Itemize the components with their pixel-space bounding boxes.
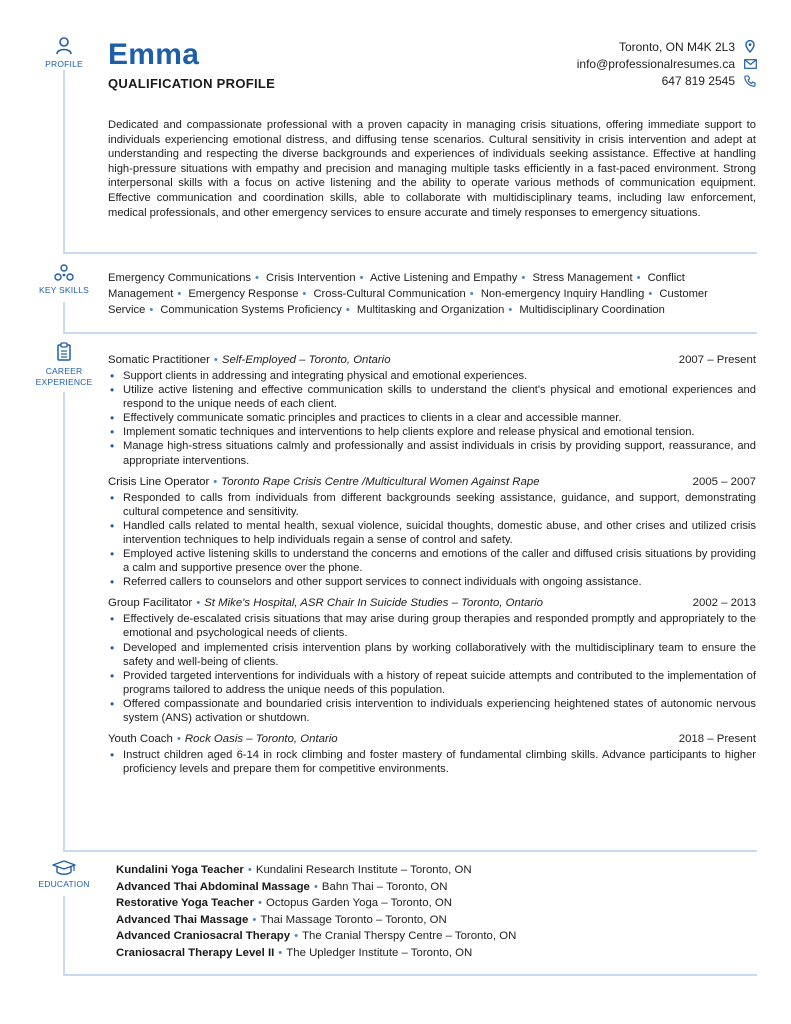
list-item: • Support clients in addressing and integrating physical and emotional experiences. xyxy=(108,369,756,383)
job-header xyxy=(108,595,756,611)
skill-item: Multitasking and Organization xyxy=(356,304,505,316)
graduation-cap-icon xyxy=(52,860,76,876)
education-separator: • xyxy=(247,864,252,876)
rule-profile xyxy=(63,252,757,254)
list-item: • Implement somatic techniques and interventions to help clients explore and release physical and emotional tension. xyxy=(108,425,756,439)
contact-address xyxy=(577,38,757,55)
skill-separator: • xyxy=(469,288,474,300)
job-separator: • xyxy=(196,597,201,610)
job-separator: • xyxy=(213,354,218,366)
list-item: • Provided targeted interventions for individuals with a history of repeat suicide attempts and contributed to the implementation of programs tailored to address the unique needs of this population. xyxy=(108,669,756,697)
job-title: Crisis Line Operator xyxy=(108,475,210,488)
education-item xyxy=(116,879,756,896)
job-title: Group Facilitator xyxy=(108,597,193,610)
section-label-career: CAREER EXPERIENCE xyxy=(35,366,93,387)
list-item: • Referred callers to counselors and other support services to connect individuals with ongoing assistance. xyxy=(108,575,756,589)
network-icon xyxy=(54,264,74,282)
skill-separator: • xyxy=(636,272,641,284)
skill-separator: • xyxy=(302,288,307,300)
education-separator: • xyxy=(252,913,257,926)
education-school: Kundalini Research Institute – Toronto, ON xyxy=(255,864,472,876)
education-separator: • xyxy=(294,930,299,943)
address-text: Toronto, ON M4K 2L3 xyxy=(618,39,735,54)
list-item: • Handled calls related to mental health, sexual violence, suicidal thoughts, domestic abuse, and other crises and utilized crisis intervention techniques to help individuals regain a sense of control and safety. xyxy=(108,519,756,547)
job-bullets xyxy=(108,748,756,776)
job-organization: Self-Employed – Toronto, Ontario xyxy=(221,354,391,366)
education-item xyxy=(116,945,756,962)
job-dates: 2007 – Present xyxy=(678,354,756,366)
list-item: • Developed and implemented crisis intervention plans by working collaboratively with the multidisciplinary team to ensure the safety and well-being of clients. xyxy=(108,641,756,669)
skill-item: Communication Systems Proficiency xyxy=(160,304,342,316)
skill-item: Conflict Management xyxy=(108,272,685,300)
education-school: The Cranial Therspy Centre – Toronto, ON xyxy=(302,930,517,943)
rail-education xyxy=(63,896,65,976)
contact-block xyxy=(577,38,757,89)
education-degree: Advanced Craniosacral Therapy xyxy=(116,930,291,943)
education-separator: • xyxy=(313,880,318,893)
skill-item: Customer Service xyxy=(108,288,708,316)
job-header xyxy=(108,352,756,368)
list-item: • Offered compassionate and boundaried crisis intervention to individuals experiencing heightened states of autonomic nervous system (ANS) activation or shutdown. xyxy=(108,697,756,725)
section-career xyxy=(24,342,104,388)
education-item xyxy=(116,895,756,912)
job-separator: • xyxy=(213,475,218,488)
key-skills-list xyxy=(108,270,758,318)
education-degree: Advanced Thai Abdominal Massage xyxy=(116,880,310,893)
education-item xyxy=(116,862,756,879)
skill-item: Crisis Intervention xyxy=(266,272,356,284)
contact-email[interactable] xyxy=(577,55,757,72)
candidate-name: Emma xyxy=(108,38,200,71)
list-item: • Manage high-stress situations calmly and professionally and assist individuals in crisis by providing support, reassurance, and appropriate interventions. xyxy=(108,439,756,467)
skill-separator: • xyxy=(255,272,259,284)
list-item: • Responded to calls from individuals from different backgrounds seeking assistance, guidance, and support, demonstrating cultural competence and sensitivity. xyxy=(108,491,756,519)
rail-profile xyxy=(63,70,65,254)
job-header xyxy=(108,474,756,490)
rule-career xyxy=(63,850,757,852)
section-label-profile: PROFILE xyxy=(45,59,83,69)
rail-career xyxy=(63,392,65,852)
job-bullets xyxy=(108,491,756,590)
job-bullets xyxy=(108,369,756,468)
job-dates: 2002 – 2013 xyxy=(692,597,756,610)
clipboard-icon xyxy=(56,342,72,362)
education-school: Octopus Garden Yoga – Toronto, ON xyxy=(266,897,452,910)
job-dates: 2018 – Present xyxy=(678,733,756,746)
education-school: Thai Massage Toronto – Toronto, ON xyxy=(260,913,447,926)
list-item: • Employed active listening skills to understand the concerns and emotions of the caller and diffused crisis situations by providing a calm and supportive presence over the phone. xyxy=(108,547,756,575)
phone-text: 647 819 2545 xyxy=(661,73,735,88)
job-organization: Toronto Rape Crisis Centre /Multicultural Women Against Rape xyxy=(221,475,540,488)
skill-item: Cross-Cultural Communication xyxy=(313,288,466,300)
person-icon xyxy=(55,36,73,56)
education-school: The Upledger Institute – Toronto, ON xyxy=(286,946,473,959)
section-profile xyxy=(24,36,104,70)
list-item: • Effectively de-escalated crisis situations that may arise during group therapies and responded promptly and appropriately to the emotional and psychological needs of clients. xyxy=(108,612,756,640)
section-skills xyxy=(24,264,104,296)
education-item xyxy=(116,912,756,929)
education-degree: Craniosacral Therapy Level II xyxy=(116,946,275,959)
education-degree: Advanced Thai Massage xyxy=(116,913,249,926)
education-school: Bahn Thai – Toronto, ON xyxy=(321,880,448,893)
skill-separator: • xyxy=(149,304,154,316)
job-title: Somatic Practitioner xyxy=(108,354,210,366)
skill-separator: • xyxy=(521,272,526,284)
skill-separator: • xyxy=(648,288,653,300)
section-label-education: EDUCATION xyxy=(38,879,90,889)
job-title-line xyxy=(108,352,391,368)
rule-skills xyxy=(63,332,757,334)
location-pin-icon xyxy=(745,40,755,53)
education-item xyxy=(116,928,756,945)
education-list xyxy=(116,862,756,962)
job-organization: Rock Oasis – Toronto, Ontario xyxy=(184,733,338,746)
job-organization: St Mike's Hospital, ASR Chair In Suicide Studies – Toronto, Ontario xyxy=(204,597,543,610)
skill-item: Active Listening and Empathy xyxy=(370,272,518,284)
list-item: • Effectively communicate somatic principles and practices to clients in a clear and accessible manner. xyxy=(108,411,756,425)
job-title: Youth Coach xyxy=(108,733,173,746)
job-title-line xyxy=(108,474,540,490)
profile-summary: Dedicated and compassionate professional with a proven capacity in managing crisis situations, offering immediate support to individuals experiencing emotional distress, and diffusing tense scenarios. Cultural sensitivity in crisis intervention and adept at understanding and respecting the diverse backgrounds and experiences of individuals seeking assistance. Effective at handling high-pressure situations with empathy and precision and managing multiple tasks efficiently in a fast-paced environment. Strong interpersonal skills with a focus on active listening and the ability to operate various methods of communication equipment. Effective communication and coordination skills, able to collaborate with multidisciplinary teams, including law enforcement, medical professionals, and other emergency services to ensure accurate and timely responses to emergency situations. xyxy=(108,119,756,219)
job-entry xyxy=(108,731,756,776)
rail-skills xyxy=(63,302,65,334)
section-label-skills: KEY SKILLS xyxy=(38,285,90,295)
job-entry xyxy=(108,352,756,468)
skill-item: Stress Management xyxy=(532,272,633,284)
education-separator: • xyxy=(258,897,263,910)
job-separator: • xyxy=(176,733,181,746)
email-link[interactable]: info@professionalresumes.ca xyxy=(576,56,735,71)
skill-item: Multidisciplinary Coordination xyxy=(519,304,665,316)
contact-phone xyxy=(577,72,757,89)
skill-separator: • xyxy=(508,304,513,316)
list-item: • Utilize active listening and effective communication skills to understand the client's physical and emotional experiences and respond to the unique needs of each client. xyxy=(108,383,756,411)
education-degree: Kundalini Yoga Teacher xyxy=(116,864,244,876)
section-education xyxy=(24,860,104,890)
education-degree: Restorative Yoga Teacher xyxy=(116,897,255,910)
envelope-icon xyxy=(744,59,757,69)
skill-separator: • xyxy=(345,304,350,316)
list-item: • Instruct children aged 6-14 in rock climbing and foster mastery of fundamental climbing skills. Advance participants to higher proficiency levels and prepare them for competitive environments. xyxy=(108,748,756,776)
page-title: QUALIFICATION PROFILE xyxy=(108,76,276,91)
education-separator: • xyxy=(278,946,283,959)
phone-icon xyxy=(744,75,756,87)
job-entry xyxy=(108,474,756,590)
skill-item: Non-emergency Inquiry Handling xyxy=(480,288,645,300)
skill-item: Emergency Response xyxy=(188,288,299,300)
skill-separator: • xyxy=(359,272,364,284)
career-experience xyxy=(108,352,756,782)
job-dates: 2005 – 2007 xyxy=(692,475,756,488)
job-bullets xyxy=(108,612,756,725)
job-title-line xyxy=(108,595,543,611)
job-title-line xyxy=(108,731,338,747)
job-entry xyxy=(108,595,756,725)
job-header xyxy=(108,731,756,747)
skill-item: Emergency Communications xyxy=(108,272,252,284)
rule-education xyxy=(63,974,757,976)
skill-separator: • xyxy=(177,288,182,300)
